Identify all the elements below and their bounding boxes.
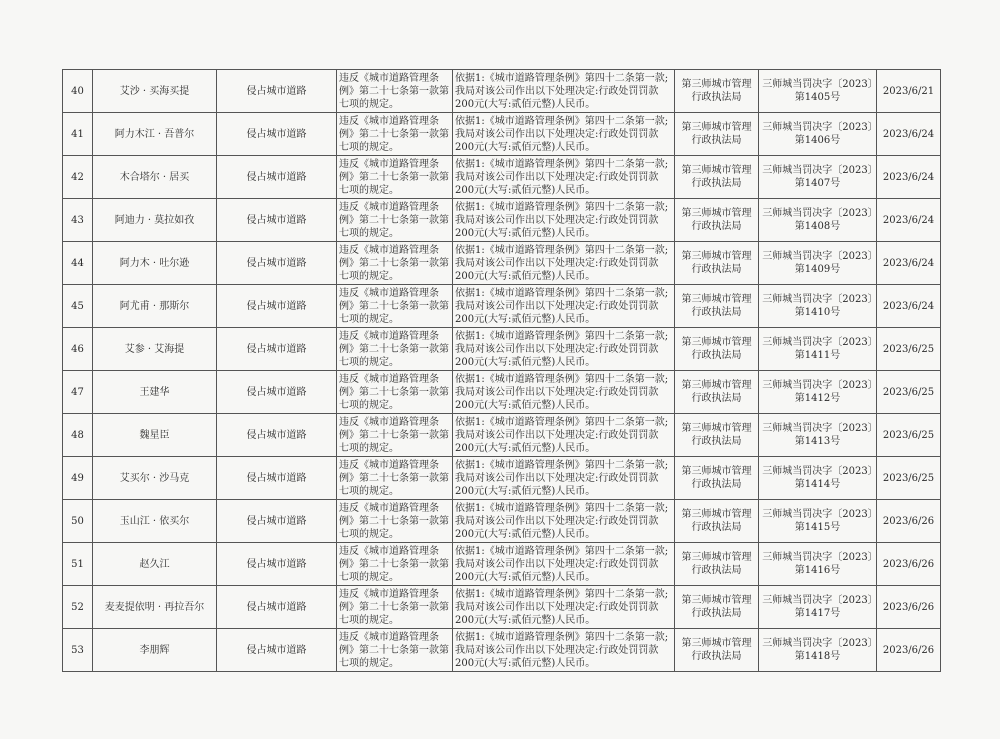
table-row [63,629,941,672]
enforcement-agency: 第三师城市管理行政执法局 [675,113,759,156]
enforcement-agency: 第三师城市管理行政执法局 [675,586,759,629]
decision-date: 2023/6/24 [877,242,941,285]
penalty-basis: 依据1:《城市道路管理条例》第四十二条第一款;我局对该公司作出以下处理决定:行政处罚罚款200元(大写:贰佰元整)人民币。 [453,328,675,371]
penalty-basis: 依据1:《城市道路管理条例》第四十二条第一款;我局对该公司作出以下处理决定:行政处罚罚款200元(大写:贰佰元整)人民币。 [453,543,675,586]
violation-type: 侵占城市道路 [217,371,337,414]
enforcement-agency: 第三师城市管理行政执法局 [675,414,759,457]
violation-type: 侵占城市道路 [217,500,337,543]
penalty-basis: 依据1:《城市道路管理条例》第四十二条第一款;我局对该公司作出以下处理决定:行政处罚罚款200元(大写:贰佰元整)人民币。 [453,457,675,500]
violation-type: 侵占城市道路 [217,199,337,242]
penalty-basis: 依据1:《城市道路管理条例》第四十二条第一款;我局对该公司作出以下处理决定:行政处罚罚款200元(大写:贰佰元整)人民币。 [453,414,675,457]
violation-description: 违反《城市道路管理条例》第二十七条第一款第七项的规定。 [337,70,453,113]
decision-date: 2023/6/25 [877,414,941,457]
row-number: 53 [63,629,93,672]
penalty-table [62,69,941,672]
decision-document-number: 三师城当罚决字〔2023〕第1406号 [759,113,877,156]
party-name: 赵久江 [93,543,217,586]
decision-document-number: 三师城当罚决字〔2023〕第1413号 [759,414,877,457]
table-row [63,543,941,586]
decision-date: 2023/6/26 [877,629,941,672]
row-number: 44 [63,242,93,285]
decision-date: 2023/6/26 [877,586,941,629]
decision-date: 2023/6/26 [877,543,941,586]
violation-type: 侵占城市道路 [217,457,337,500]
penalty-basis: 依据1:《城市道路管理条例》第四十二条第一款;我局对该公司作出以下处理决定:行政处罚罚款200元(大写:贰佰元整)人民币。 [453,285,675,328]
table-row [63,113,941,156]
row-number: 41 [63,113,93,156]
row-number: 42 [63,156,93,199]
enforcement-agency: 第三师城市管理行政执法局 [675,242,759,285]
decision-document-number: 三师城当罚决字〔2023〕第1410号 [759,285,877,328]
decision-document-number: 三师城当罚决字〔2023〕第1418号 [759,629,877,672]
party-name: 玉山江 · 依买尔 [93,500,217,543]
party-name: 阿力木江 · 吾普尔 [93,113,217,156]
decision-document-number: 三师城当罚决字〔2023〕第1411号 [759,328,877,371]
party-name: 魏星臣 [93,414,217,457]
penalty-basis: 依据1:《城市道路管理条例》第四十二条第一款;我局对该公司作出以下处理决定:行政处罚罚款200元(大写:贰佰元整)人民币。 [453,199,675,242]
decision-document-number: 三师城当罚决字〔2023〕第1407号 [759,156,877,199]
party-name: 麦麦提依明 · 再拉吾尔 [93,586,217,629]
violation-type: 侵占城市道路 [217,629,337,672]
party-name: 李朋辉 [93,629,217,672]
penalty-table-body [63,70,941,672]
decision-document-number: 三师城当罚决字〔2023〕第1414号 [759,457,877,500]
violation-description: 违反《城市道路管理条例》第二十七条第一款第七项的规定。 [337,543,453,586]
penalty-basis: 依据1:《城市道路管理条例》第四十二条第一款;我局对该公司作出以下处理决定:行政处罚罚款200元(大写:贰佰元整)人民币。 [453,242,675,285]
decision-document-number: 三师城当罚决字〔2023〕第1405号 [759,70,877,113]
violation-description: 违反《城市道路管理条例》第二十七条第一款第七项的规定。 [337,457,453,500]
table-row [63,242,941,285]
decision-document-number: 三师城当罚决字〔2023〕第1417号 [759,586,877,629]
decision-date: 2023/6/21 [877,70,941,113]
violation-description: 违反《城市道路管理条例》第二十七条第一款第七项的规定。 [337,629,453,672]
enforcement-agency: 第三师城市管理行政执法局 [675,629,759,672]
decision-date: 2023/6/25 [877,371,941,414]
row-number: 40 [63,70,93,113]
decision-date: 2023/6/24 [877,156,941,199]
party-name: 艾参 · 艾海提 [93,328,217,371]
decision-date: 2023/6/25 [877,457,941,500]
party-name: 阿迪力 · 莫拉如孜 [93,199,217,242]
violation-type: 侵占城市道路 [217,586,337,629]
enforcement-agency: 第三师城市管理行政执法局 [675,457,759,500]
violation-description: 违反《城市道路管理条例》第二十七条第一款第七项的规定。 [337,586,453,629]
party-name: 艾买尔 · 沙马克 [93,457,217,500]
decision-date: 2023/6/25 [877,328,941,371]
penalty-basis: 依据1:《城市道路管理条例》第四十二条第一款;我局对该公司作出以下处理决定:行政处罚罚款200元(大写:贰佰元整)人民币。 [453,586,675,629]
penalty-basis: 依据1:《城市道路管理条例》第四十二条第一款;我局对该公司作出以下处理决定:行政处罚罚款200元(大写:贰佰元整)人民币。 [453,371,675,414]
enforcement-agency: 第三师城市管理行政执法局 [675,328,759,371]
violation-description: 违反《城市道路管理条例》第二十七条第一款第七项的规定。 [337,156,453,199]
decision-document-number: 三师城当罚决字〔2023〕第1408号 [759,199,877,242]
violation-description: 违反《城市道路管理条例》第二十七条第一款第七项的规定。 [337,371,453,414]
row-number: 46 [63,328,93,371]
violation-description: 违反《城市道路管理条例》第二十七条第一款第七项的规定。 [337,242,453,285]
decision-document-number: 三师城当罚决字〔2023〕第1412号 [759,371,877,414]
table-row [63,199,941,242]
penalty-basis: 依据1:《城市道路管理条例》第四十二条第一款;我局对该公司作出以下处理决定:行政处罚罚款200元(大写:贰佰元整)人民币。 [453,113,675,156]
table-row [63,457,941,500]
row-number: 47 [63,371,93,414]
row-number: 48 [63,414,93,457]
table-row [63,371,941,414]
row-number: 49 [63,457,93,500]
violation-type: 侵占城市道路 [217,414,337,457]
violation-description: 违反《城市道路管理条例》第二十七条第一款第七项的规定。 [337,285,453,328]
table-row [63,414,941,457]
decision-document-number: 三师城当罚决字〔2023〕第1409号 [759,242,877,285]
violation-type: 侵占城市道路 [217,156,337,199]
violation-type: 侵占城市道路 [217,113,337,156]
enforcement-agency: 第三师城市管理行政执法局 [675,500,759,543]
violation-type: 侵占城市道路 [217,543,337,586]
decision-date: 2023/6/24 [877,113,941,156]
decision-date: 2023/6/24 [877,199,941,242]
row-number: 45 [63,285,93,328]
decision-date: 2023/6/26 [877,500,941,543]
table-row [63,500,941,543]
penalty-basis: 依据1:《城市道路管理条例》第四十二条第一款;我局对该公司作出以下处理决定:行政处罚罚款200元(大写:贰佰元整)人民币。 [453,629,675,672]
penalty-basis: 依据1:《城市道路管理条例》第四十二条第一款;我局对该公司作出以下处理决定:行政处罚罚款200元(大写:贰佰元整)人民币。 [453,500,675,543]
table-row [63,156,941,199]
table-row [63,70,941,113]
penalty-basis: 依据1:《城市道路管理条例》第四十二条第一款;我局对该公司作出以下处理决定:行政处罚罚款200元(大写:贰佰元整)人民币。 [453,156,675,199]
violation-type: 侵占城市道路 [217,328,337,371]
decision-document-number: 三师城当罚决字〔2023〕第1416号 [759,543,877,586]
enforcement-agency: 第三师城市管理行政执法局 [675,199,759,242]
party-name: 王建华 [93,371,217,414]
table-row [63,586,941,629]
enforcement-agency: 第三师城市管理行政执法局 [675,285,759,328]
violation-description: 违反《城市道路管理条例》第二十七条第一款第七项的规定。 [337,414,453,457]
enforcement-agency: 第三师城市管理行政执法局 [675,70,759,113]
row-number: 50 [63,500,93,543]
party-name: 木合塔尔 · 居买 [93,156,217,199]
table-row [63,285,941,328]
enforcement-agency: 第三师城市管理行政执法局 [675,371,759,414]
violation-description: 违反《城市道路管理条例》第二十七条第一款第七项的规定。 [337,113,453,156]
row-number: 52 [63,586,93,629]
enforcement-agency: 第三师城市管理行政执法局 [675,156,759,199]
violation-type: 侵占城市道路 [217,285,337,328]
party-name: 阿力木 · 吐尔逊 [93,242,217,285]
enforcement-agency: 第三师城市管理行政执法局 [675,543,759,586]
party-name: 艾沙 · 买海买提 [93,70,217,113]
violation-description: 违反《城市道路管理条例》第二十七条第一款第七项的规定。 [337,500,453,543]
decision-date: 2023/6/24 [877,285,941,328]
party-name: 阿尤甫 · 那斯尔 [93,285,217,328]
violation-type: 侵占城市道路 [217,242,337,285]
penalty-basis: 依据1:《城市道路管理条例》第四十二条第一款;我局对该公司作出以下处理决定:行政处罚罚款200元(大写:贰佰元整)人民币。 [453,70,675,113]
table-row [63,328,941,371]
violation-type: 侵占城市道路 [217,70,337,113]
violation-description: 违反《城市道路管理条例》第二十七条第一款第七项的规定。 [337,199,453,242]
violation-description: 违反《城市道路管理条例》第二十七条第一款第七项的规定。 [337,328,453,371]
decision-document-number: 三师城当罚决字〔2023〕第1415号 [759,500,877,543]
row-number: 43 [63,199,93,242]
row-number: 51 [63,543,93,586]
